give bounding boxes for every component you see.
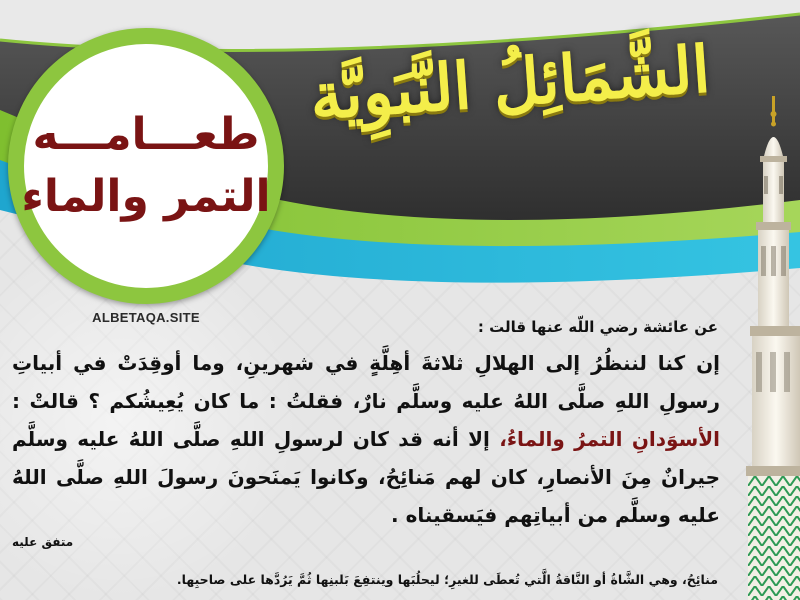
hadith-source: متفق عليه [12,535,74,549]
page-title: الشَّمَائِلُ النَّبَوِيَّة [307,31,713,135]
hadith-footnote: منائِحُ، وهي الشَّاةُ أو النَّاقةُ الَّتي تُعطَى للغيرِ؛ ليحلُبَها وينتفِعَ بَلبنِها ثُمَّ يَرُدَّها على صاحبِها. [176,572,718,587]
minaret-image [720,96,800,600]
hadith-part-1: إن كنا لننظُرُ إلى الهلالِ ثلاثةَ أهِلَّةٍ في شهرينِ، وما أوقِدَتْ في أبياتِ رسولِ اللهِ صلَّى اللهُ عليه وسلَّم نارٌ، فقلتُ : ما كان يُعِيشُكم ؟ قالتْ : [12,351,720,413]
hadith-text [10,344,722,534]
site-watermark: ALBETAQA.SITE [92,310,200,325]
badge-line-1: طعـــامـــه [32,109,260,160]
hadith-intro: عن عائشة رضي اللّه عنها قالت : [477,318,718,336]
hadith-part-2: إلا أنه قد كان لرسولِ اللهِ صلَّى اللهُ عليه وسلَّم جيرانٌ مِنَ الأنصارِ، كان لهم مَنائِحُ، وكانوا يَمنَحونَ رسولَ اللهِ صلَّى اللهُ عليه وسلَّم من أبياتِهم فيَسقيناه . [12,427,720,527]
hadith-block [10,316,722,534]
hadith-highlight: الأسوَدانِ التمرُ والماءُ، [499,427,720,451]
badge-line-2: التمر والماء [21,171,271,222]
topic-badge [8,28,284,304]
